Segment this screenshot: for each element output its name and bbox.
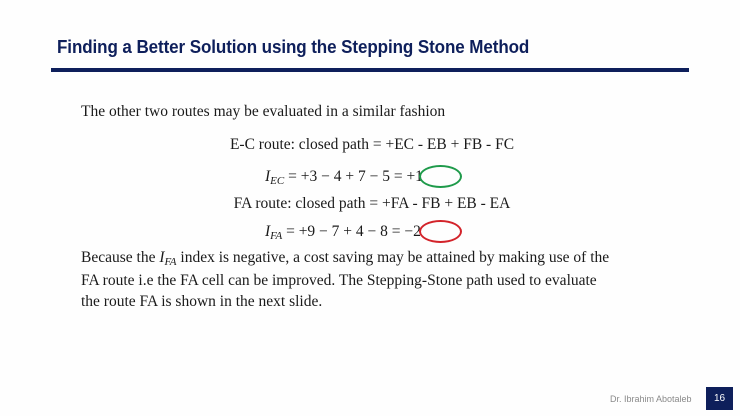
fa-index-equation xyxy=(265,224,421,240)
ec-expression: = +3 − 4 + 7 − 5 = xyxy=(284,168,407,185)
footer-author: Dr. Ibrahim Abotaleb xyxy=(610,394,692,404)
fa-index-symbol: I xyxy=(265,223,271,240)
ec-result-highlight-ellipse xyxy=(419,165,462,188)
conclusion-text: the route FA is shown in xyxy=(81,293,236,310)
ec-result: +1 xyxy=(406,168,423,185)
fa-expression: = +9 − 7 + 4 − 8 = xyxy=(282,223,405,240)
conclusion-text: the next slide. xyxy=(235,293,323,310)
conclusion-line-2: FA route i.e the FA cell can be improved. The Stepping-Stone path used to evaluate xyxy=(81,272,597,289)
conclusion-index-subscript: FA xyxy=(164,256,177,268)
conclusion-index-symbol: I xyxy=(159,249,165,266)
conclusion-line-3 xyxy=(81,294,322,310)
fa-index-subscript: FA xyxy=(270,230,283,242)
ec-index-symbol: I xyxy=(265,168,271,185)
fa-route-path: FA route: closed path = +FA - FB + EB - EA xyxy=(233,195,511,212)
fa-result: −2 xyxy=(404,223,421,240)
conclusion-text: Because the xyxy=(81,249,160,266)
conclusion-text: index is negative, a cost saving may be attained by making use of the xyxy=(176,249,610,266)
fa-result-highlight-ellipse xyxy=(419,220,462,243)
ec-route-path: E-C route: closed path = +EC - EB + FB - FC xyxy=(229,136,515,153)
conclusion-line-1 xyxy=(81,250,609,266)
ec-index-subscript: EC xyxy=(270,175,285,187)
slide-title: Finding a Better Solution using the Stepping Stone Method xyxy=(57,36,530,57)
title-divider xyxy=(51,68,689,72)
intro-text: The other two routes may be evaluated in a similar fashion xyxy=(81,103,446,120)
ec-index-equation xyxy=(265,169,423,185)
page-number-badge: 16 xyxy=(706,387,733,410)
